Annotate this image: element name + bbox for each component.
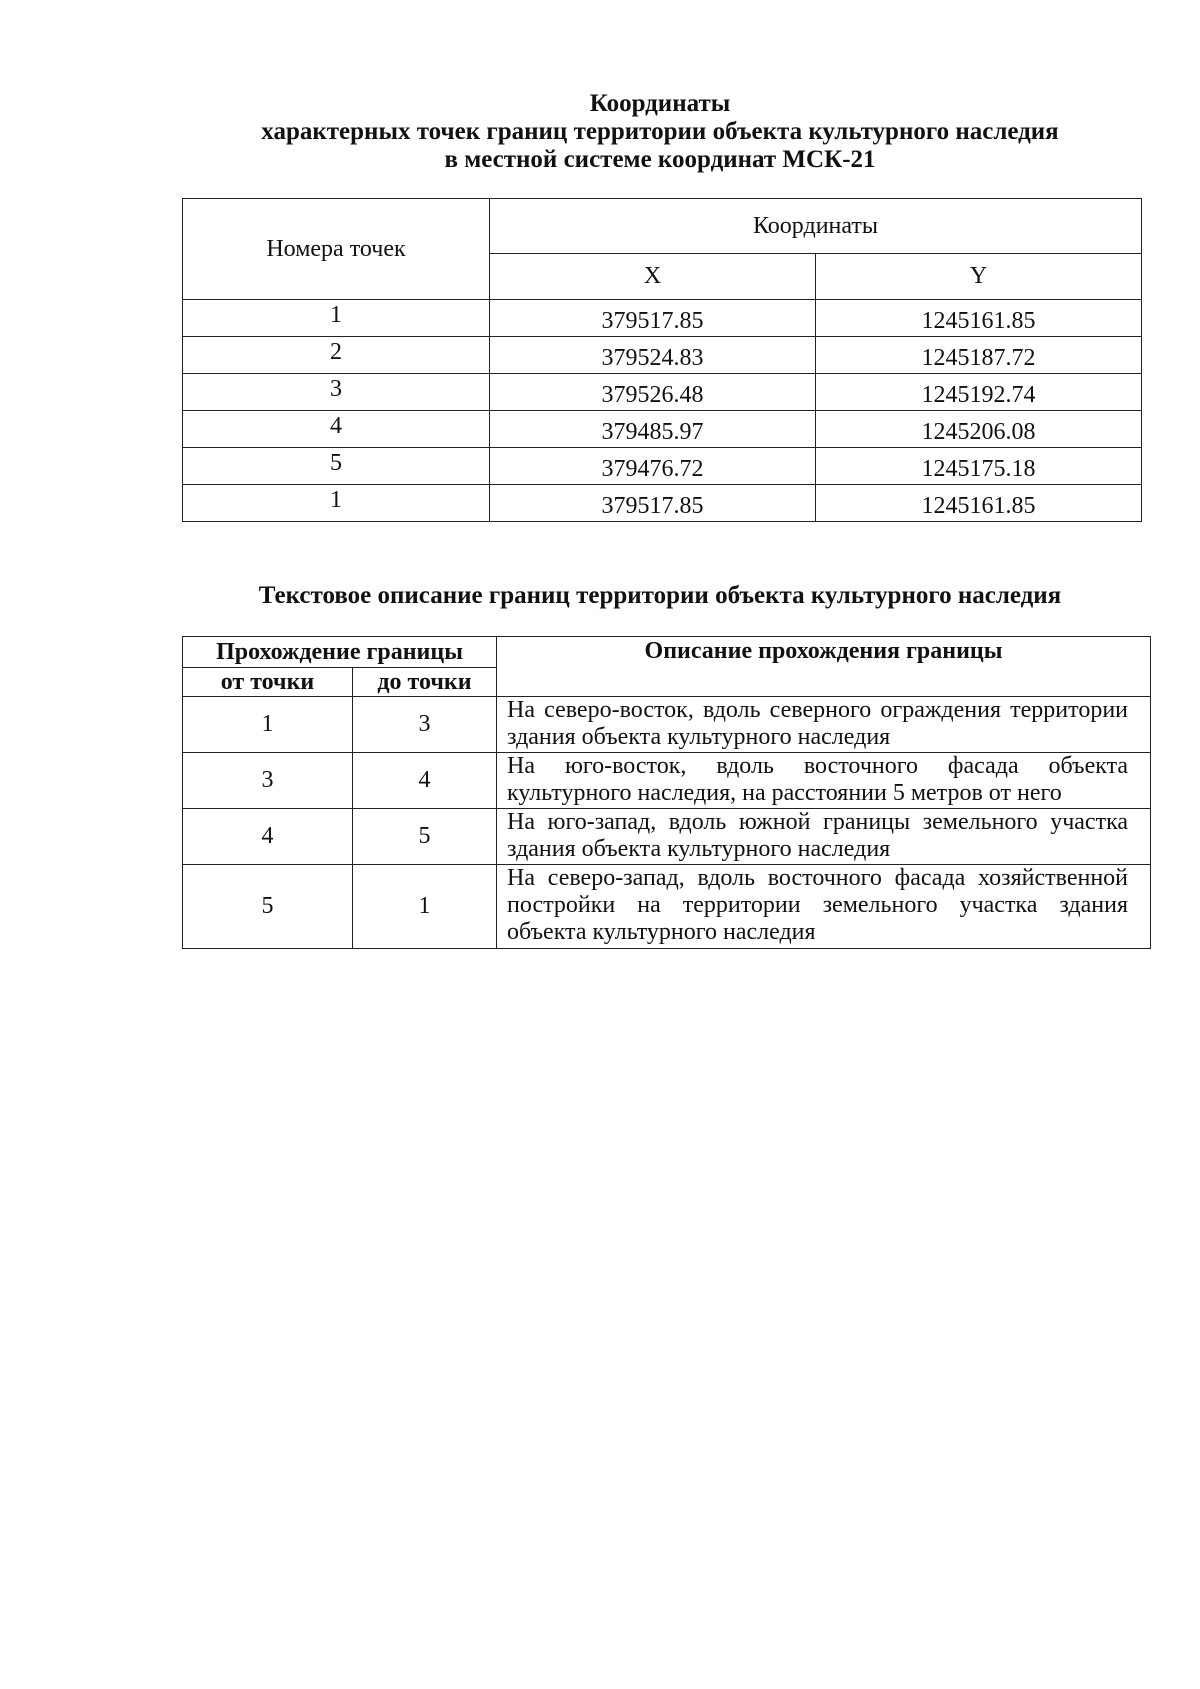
point-number: 5 xyxy=(183,448,490,485)
point-number: 1 xyxy=(183,485,490,522)
from-point: 4 xyxy=(183,809,353,865)
point-number: 4 xyxy=(183,411,490,448)
table-row xyxy=(183,485,1142,522)
coord-x: 379517.85 xyxy=(490,485,816,522)
description-heading: Текстовое описание границ территории объекта культурного наследия xyxy=(258,582,1062,609)
to-point: 4 xyxy=(353,753,497,809)
coord-x: 379485.97 xyxy=(490,411,816,448)
passage-description: На юго-восток, вдоль восточного фасада объекта культурного наследия, на расстоянии 5 метров от него xyxy=(497,753,1151,809)
header-from-point: от точки xyxy=(183,668,353,697)
title-line-3: в местной системе координат МСК-21 xyxy=(444,146,876,173)
table-row xyxy=(183,865,1151,949)
coord-x: 379524.83 xyxy=(490,337,816,374)
point-number: 1 xyxy=(183,300,490,337)
to-point: 5 xyxy=(353,809,497,865)
table-row xyxy=(183,448,1142,485)
passage-description: На северо-восток, вдоль северного ограждения территории здания объекта культурного наследия xyxy=(497,697,1151,753)
table-row xyxy=(183,300,1142,337)
coord-x: 379526.48 xyxy=(490,374,816,411)
point-number: 3 xyxy=(183,374,490,411)
table-row xyxy=(183,337,1142,374)
table-row xyxy=(183,809,1151,865)
from-point: 1 xyxy=(183,697,353,753)
header-to-point: до точки xyxy=(353,668,497,697)
from-point: 5 xyxy=(183,865,353,949)
passage-description: На северо-запад, вдоль восточного фасада хозяйственной постройки на территории земельного участка здания объекта культурного наследия xyxy=(497,865,1151,949)
title-line-1: Координаты xyxy=(589,90,731,117)
to-point: 1 xyxy=(353,865,497,949)
header-point-numbers: Номера точек xyxy=(183,199,490,300)
to-point: 3 xyxy=(353,697,497,753)
title-line-2: характерных точек границ территории объекта культурного наследия xyxy=(261,118,1059,145)
header-boundary-passage: Прохождение границы xyxy=(183,637,497,668)
table-row xyxy=(183,753,1151,809)
document-title xyxy=(180,90,1140,174)
table-row xyxy=(183,411,1142,448)
coord-y: 1245161.85 xyxy=(816,485,1142,522)
coord-y: 1245161.85 xyxy=(816,300,1142,337)
header-y: Y xyxy=(816,254,1142,300)
header-passage-description: Описание прохождения границы xyxy=(497,637,1151,697)
coordinates-table xyxy=(182,198,1142,522)
header-x: X xyxy=(490,254,816,300)
coord-y: 1245192.74 xyxy=(816,374,1142,411)
coord-y: 1245187.72 xyxy=(816,337,1142,374)
coord-y: 1245175.18 xyxy=(816,448,1142,485)
point-number: 2 xyxy=(183,337,490,374)
table-row xyxy=(183,697,1151,753)
coord-y: 1245206.08 xyxy=(816,411,1142,448)
coord-x: 379476.72 xyxy=(490,448,816,485)
passage-description: На юго-запад, вдоль южной границы земельного участка здания объекта культурного наследия xyxy=(497,809,1151,865)
coord-x: 379517.85 xyxy=(490,300,816,337)
boundary-description-table xyxy=(182,636,1151,949)
from-point: 3 xyxy=(183,753,353,809)
header-coordinates: Координаты xyxy=(490,199,1142,254)
table-row xyxy=(183,374,1142,411)
